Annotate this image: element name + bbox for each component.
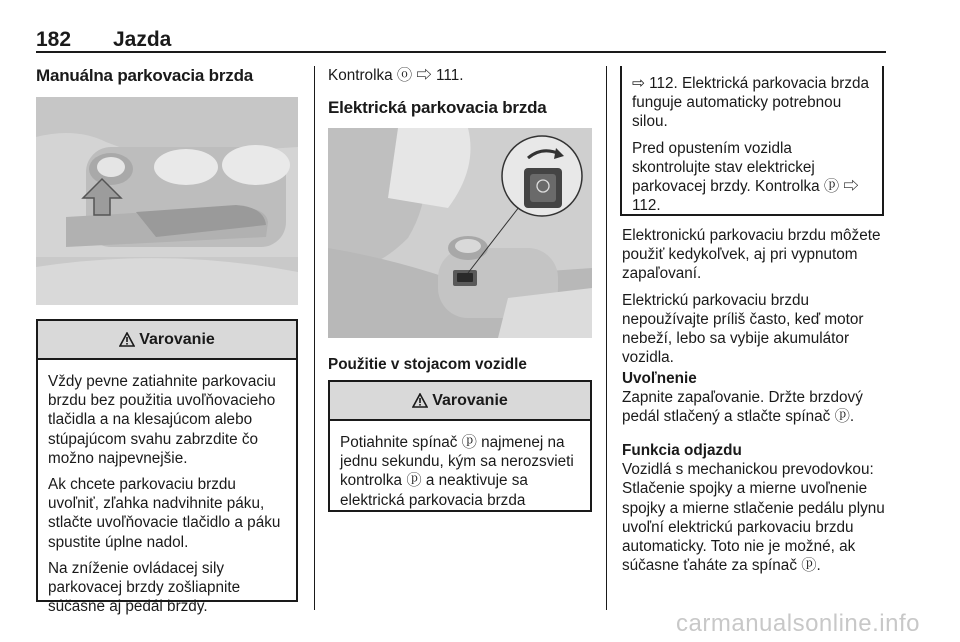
stationary-use-heading: Použitie v stojacom vozidle — [328, 356, 527, 373]
drive-away-section — [622, 441, 890, 575]
drive-away-heading: Funkcia odjazdu — [622, 442, 742, 459]
warning-header — [330, 382, 590, 421]
note-paragraph: Pred opustením vozidla skontrolujte stav elektrickej parkovacej brzdy. Kontrolka ⓟ ⇨ 112. — [632, 139, 859, 215]
page-number: 182 — [36, 28, 72, 51]
drive-away-text: Vozidlá s mechanickou prevodovkou: Stlačenie spojky a mierne uvoľnenie spojky a mierne stlačenie pedálu plynu uvoľní elektrickú parkovaciu brzdu automaticky. Toto nie je možné, ak súčasne ťaháte za spínač ⓟ. — [622, 461, 885, 575]
note-paragraph: ⇨ 112. Elektrická parkovacia brzda funguje automaticky potrebnou silou. — [632, 75, 869, 131]
warning-paragraph: Na zníženie ovládacej sily parkovacej brzdy zošliapnite súčasne aj pedál brzdy. — [48, 559, 241, 616]
warning-body — [38, 360, 296, 616]
warning-body — [330, 421, 590, 510]
electric-brake-image — [328, 128, 592, 338]
warning-triangle-icon — [119, 332, 135, 347]
warning-title: Varovanie — [432, 391, 508, 409]
warning-paragraph: Ak chcete parkovaciu brzdu uvoľniť, zľahka nadvihnite páku, stlačte uvoľňovacie tlačidlo a páku spustite úplne nadol. — [48, 476, 281, 551]
column-divider-1 — [314, 66, 315, 610]
warning-triangle-icon — [412, 393, 428, 408]
warning-box-manual — [36, 319, 298, 616]
manual-brake-image — [36, 97, 298, 305]
warning-box-electric — [328, 380, 592, 512]
electric-brake-heading: Elektrická parkovacia brzda — [328, 98, 547, 117]
watermark: carmanualsonline.info — [676, 610, 920, 637]
warning-paragraph: Potiahnite spínač ⓟ najmenej na jednu sekundu, kým sa nerozsvieti kontrolka ⓟ a neaktivuje sa elektrická parkovacia brzda — [340, 434, 574, 509]
column-divider-2 — [606, 66, 607, 610]
electric-brake-illustration — [328, 128, 592, 338]
warning-header — [38, 321, 296, 360]
warning-paragraph: Vždy pevne zatiahnite parkovaciu brzdu bez použitia uvoľňovacieho tlačidla a na klesajúcom alebo stúpajúcom svahu zabrzdite čo možno najpevnejšie. — [48, 373, 276, 467]
release-text: Zapnite zapaľovanie. Držte brzdový pedál stlačený a stlačte spínač ⓟ. — [622, 389, 863, 426]
warning-title: Varovanie — [139, 330, 215, 348]
body-paragraph: Elektrickú parkovaciu brzdu nepoužívajte príliš často, keď motor nebeží, lebo sa vybije akumulátor vozidla. — [622, 291, 864, 367]
indicator-reference: Kontrolka ⓞ ⇨ 111. — [328, 67, 464, 84]
body-paragraph: Elektronickú parkovaciu brzdu môžete použiť kedykoľvek, aj pri vypnutom zapaľovaní. — [622, 227, 881, 283]
release-heading: Uvoľnenie — [622, 370, 697, 387]
manual-brake-heading: Manuálna parkovacia brzda — [36, 66, 254, 85]
col3-body — [622, 226, 890, 374]
header-rule — [36, 51, 886, 53]
handbrake-illustration — [36, 97, 298, 305]
release-section — [622, 369, 890, 427]
section-title: Jazda — [113, 28, 172, 51]
note-box-continued — [620, 66, 884, 216]
